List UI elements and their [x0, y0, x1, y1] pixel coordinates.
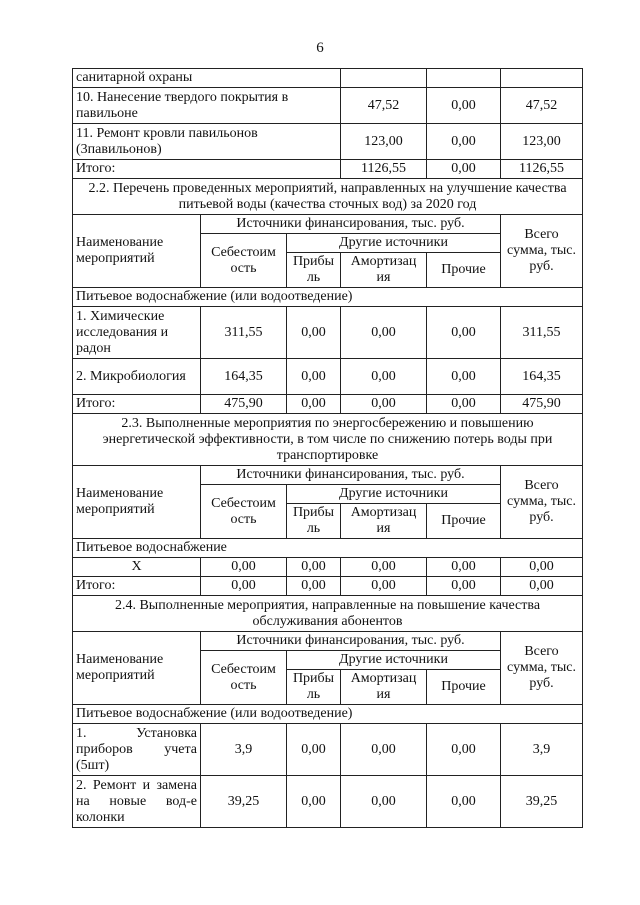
row-name: 2. Ремонт и замена на новые вод-е колонки — [73, 776, 201, 828]
group-row — [73, 288, 583, 307]
row-value: 0,00 — [427, 124, 501, 160]
header-amort: Амортизац ия — [341, 670, 427, 705]
row-value: 1126,55 — [341, 160, 427, 179]
header-total: Всего сумма, тыс. руб. — [501, 215, 583, 288]
header-sources: Источники финансирования, тыс. руб. — [201, 215, 501, 234]
cell-cost: 3,9 — [201, 724, 287, 776]
cell-total: 0,00 — [501, 577, 583, 596]
section-title-row — [73, 596, 583, 632]
header-profit: Прибы ль — [287, 504, 341, 539]
row-value: 1126,55 — [501, 160, 583, 179]
cell-total: 311,55 — [501, 307, 583, 359]
group-label: Питьевое водоснабжение (или водоотведение) — [73, 288, 583, 307]
cell-cost: 39,25 — [201, 776, 287, 828]
row-value: 123,00 — [341, 124, 427, 160]
section-title: 2.2. Перечень проведенных мероприятий, направленных на улучшение качества питьевой воды (качества сточных вод) за 2020 год — [73, 179, 583, 215]
table-row — [73, 160, 583, 179]
table-row — [73, 69, 583, 88]
header-row — [73, 632, 583, 651]
table-row — [73, 724, 583, 776]
header-misc: Прочие — [427, 670, 501, 705]
row-name: 1. Установка приборов учета (5шт) — [73, 724, 201, 776]
cell-profit: 0,00 — [287, 307, 341, 359]
header-sources: Источники финансирования, тыс. руб. — [201, 466, 501, 485]
header-row — [73, 215, 583, 234]
row-value: 0,00 — [427, 88, 501, 124]
cell-total: 39,25 — [501, 776, 583, 828]
table-row — [73, 558, 583, 577]
cell-profit: 0,00 — [287, 359, 341, 395]
cell-total: 475,90 — [501, 395, 583, 414]
cell-amort: 0,00 — [341, 307, 427, 359]
cell-cost: 475,90 — [201, 395, 287, 414]
cell-misc: 0,00 — [427, 724, 501, 776]
row-name: 2. Микробиология — [73, 359, 201, 395]
header-profit: Прибы ль — [287, 670, 341, 705]
table-row — [73, 577, 583, 596]
section-title-row — [73, 414, 583, 466]
header-sources: Источники финансирования, тыс. руб. — [201, 632, 501, 651]
cell-total: 3,9 — [501, 724, 583, 776]
cell-cost: 311,55 — [201, 307, 287, 359]
group-row — [73, 705, 583, 724]
table-row — [73, 395, 583, 414]
row-value: 0,00 — [427, 160, 501, 179]
cell-misc: 0,00 — [427, 307, 501, 359]
header-other: Другие источники — [287, 485, 501, 504]
cell-misc: 0,00 — [427, 577, 501, 596]
header-cost: Себестоим ость — [201, 234, 287, 288]
section-title: 2.3. Выполненные мероприятия по энергосбережению и повышению энергетической эффективности, в том числе по снижению потерь воды при транспортировке — [73, 414, 583, 466]
header-row — [73, 466, 583, 485]
cell-amort: 0,00 — [341, 558, 427, 577]
cell-cost: 0,00 — [201, 558, 287, 577]
cell-profit: 0,00 — [287, 395, 341, 414]
row-value — [427, 69, 501, 88]
row-value — [341, 69, 427, 88]
table-row — [73, 88, 583, 124]
header-other: Другие источники — [287, 234, 501, 253]
row-name: 10. Нанесение твердого покрытия в павильоне — [73, 88, 341, 124]
page-number: 6 — [316, 40, 324, 56]
cell-profit: 0,00 — [287, 724, 341, 776]
row-name: X — [73, 558, 201, 577]
table-row — [73, 124, 583, 160]
cell-misc: 0,00 — [427, 558, 501, 577]
header-other: Другие источники — [287, 651, 501, 670]
row-name: 11. Ремонт кровли павильонов (3павильонов) — [73, 124, 341, 160]
cell-amort: 0,00 — [341, 776, 427, 828]
cell-cost: 164,35 — [201, 359, 287, 395]
cell-amort: 0,00 — [341, 395, 427, 414]
cell-profit: 0,00 — [287, 577, 341, 596]
row-name: Итого: — [73, 160, 341, 179]
header-cost: Себестоим ость — [201, 651, 287, 705]
row-value: 47,52 — [501, 88, 583, 124]
row-name: 1. Химические исследования и радон — [73, 307, 201, 359]
row-name: Итого: — [73, 395, 201, 414]
header-cost: Себестоим ость — [201, 485, 287, 539]
header-total: Всего сумма, тыс. руб. — [501, 466, 583, 539]
table-row — [73, 307, 583, 359]
row-name: Итого: — [73, 577, 201, 596]
cell-amort: 0,00 — [341, 359, 427, 395]
row-value: 47,52 — [341, 88, 427, 124]
cell-amort: 0,00 — [341, 724, 427, 776]
header-misc: Прочие — [427, 504, 501, 539]
section-title-row — [73, 179, 583, 215]
header-name: Наименование мероприятий — [73, 215, 201, 288]
cell-profit: 0,00 — [287, 558, 341, 577]
row-value — [501, 69, 583, 88]
header-total: Всего сумма, тыс. руб. — [501, 632, 583, 705]
row-name: санитарной охраны — [73, 69, 341, 88]
section-title: 2.4. Выполненные мероприятия, направленные на повышение качества обслуживания абонентов — [73, 596, 583, 632]
table-row — [73, 359, 583, 395]
cell-total: 0,00 — [501, 558, 583, 577]
cell-misc: 0,00 — [427, 359, 501, 395]
cell-total: 164,35 — [501, 359, 583, 395]
header-amort: Амортизац ия — [341, 253, 427, 288]
header-profit: Прибы ль — [287, 253, 341, 288]
table-row — [73, 776, 583, 828]
cell-profit: 0,00 — [287, 776, 341, 828]
cell-amort: 0,00 — [341, 577, 427, 596]
cell-cost: 0,00 — [201, 577, 287, 596]
header-amort: Амортизац ия — [341, 504, 427, 539]
header-misc: Прочие — [427, 253, 501, 288]
report-table — [72, 68, 583, 828]
cell-misc: 0,00 — [427, 776, 501, 828]
header-name: Наименование мероприятий — [73, 466, 201, 539]
header-name: Наименование мероприятий — [73, 632, 201, 705]
row-value: 123,00 — [501, 124, 583, 160]
group-label: Питьевое водоснабжение — [73, 539, 583, 558]
group-label: Питьевое водоснабжение (или водоотведение) — [73, 705, 583, 724]
cell-misc: 0,00 — [427, 395, 501, 414]
group-row — [73, 539, 583, 558]
